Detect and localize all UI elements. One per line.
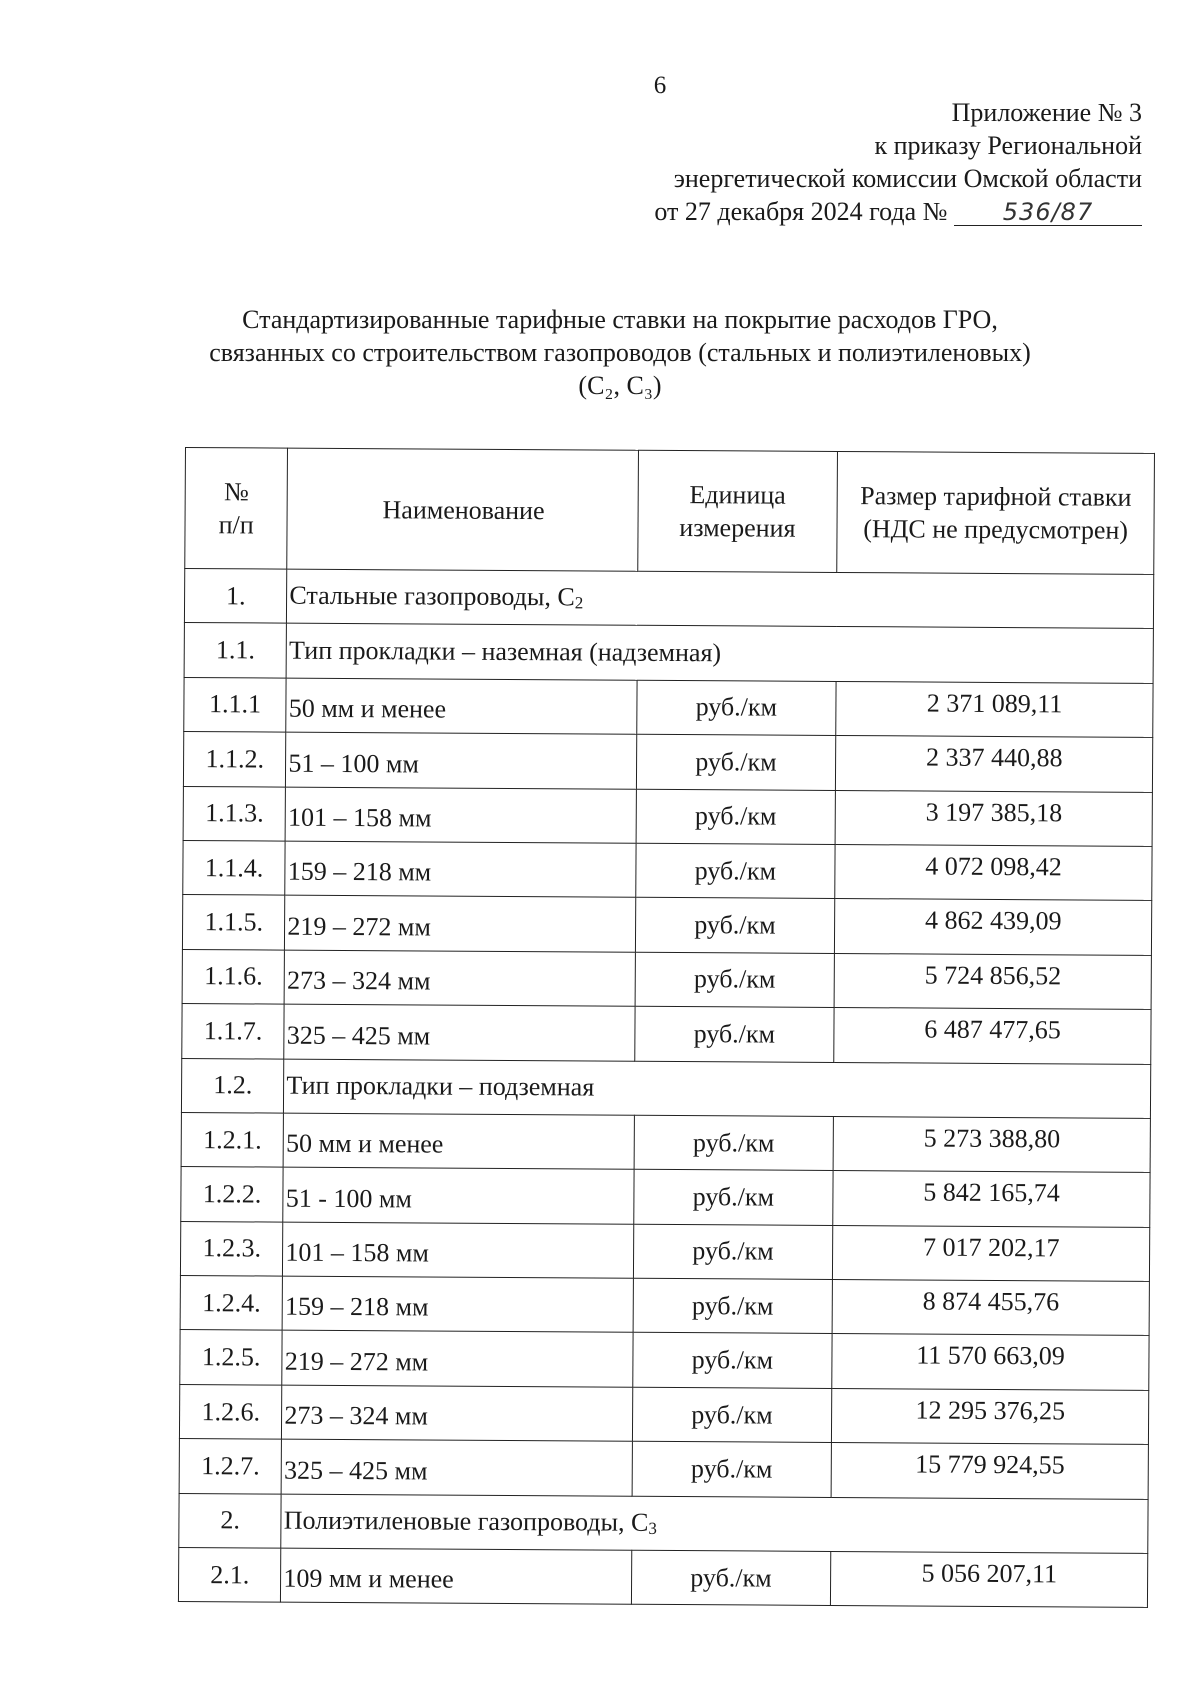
subsection-row [181,1058,1150,1118]
table-row: 1.2.7. 325 – 425 мм руб./км 15 779 924,55 [179,1439,1148,1499]
order-number: 536/87 [954,199,1142,226]
title-line-3: (С₂, С₃) [578,371,662,400]
table-row: 1.1.5. 219 – 272 мм руб./км 4 862 439,09 [182,895,1151,955]
section-row [179,1493,1148,1553]
table-row: 1.2.2. 51 - 100 мм руб./км 5 842 165,74 [181,1167,1150,1227]
document-title [175,303,1065,402]
subsection-num: 1.1. [184,623,287,678]
table-row: 1.1.6. 273 – 324 мм руб./км 5 724 856,52 [182,949,1151,1009]
table-row: 1.1.7. 325 – 425 мм руб./км 6 487 477,65 [182,1004,1151,1064]
subsection-row [184,623,1153,683]
table-header-row [185,448,1155,575]
section-name: Полиэтиленовые газопроводы, С3 [281,1494,1148,1554]
appendix-label: Приложение № 3 [951,98,1142,127]
appendix-header [654,96,1142,228]
table-row: 1.1.3. 101 – 158 мм руб./км 3 197 385,18 [183,786,1152,846]
subsection-num: 1.2. [181,1058,284,1113]
table-row: 1.2.6. 273 – 324 мм руб./км 12 295 376,25 [179,1384,1148,1444]
table-row: 1.2.5. 219 – 272 мм руб./км 11 570 663,09 [180,1330,1149,1390]
header-num: № п/п [185,448,288,570]
page-number: 6 [653,72,667,99]
table-row: 1.2.1. 50 мм и менее руб./км 5 273 388,80 [181,1112,1150,1172]
section-name: Стальные газопроводы, С2 [287,569,1154,629]
table-row: 1.1.1 50 мм и менее руб./км 2 371 089,11 [184,677,1153,737]
table-row: 1.2.4. 159 – 218 мм руб./км 8 874 455,76 [180,1276,1149,1336]
order-reference: к приказу Региональной [874,131,1142,160]
header-name: Наименование [287,448,638,571]
table-row: 1.2.3. 101 – 158 мм руб./км 7 017 202,17 [180,1221,1149,1281]
section-num: 1. [184,569,287,624]
header-unit: Единица измерения [637,450,837,572]
title-line-1: Стандартизированные тарифные ставки на покрытие расходов ГРО, [242,305,998,334]
section-row [184,569,1153,629]
order-date-line [654,195,1142,228]
table-row: 2.1. 109 мм и менее руб./км 5 056 207,11 [178,1548,1147,1608]
commission-name: энергетической комиссии Омской области [673,164,1142,193]
section-num: 2. [179,1493,282,1548]
table-row: 1.1.4. 159 – 218 мм руб./км 4 072 098,42 [183,840,1152,900]
title-line-2: связанных со строительством газопроводов (стальных и полиэтиленовых) [209,338,1031,367]
table-row: 1.1.2. 51 – 100 мм руб./км 2 337 440,88 [183,732,1152,792]
subsection-name: Тип прокладки – наземная (надземная) [286,624,1153,684]
subsection-name: Тип прокладки – подземная [284,1059,1151,1119]
order-date: от 27 декабря 2024 года № [654,197,948,226]
tariff-rates-table [178,447,1155,1608]
header-rate: Размер тарифной ставки (НДС не предусмотрен) [837,451,1154,574]
